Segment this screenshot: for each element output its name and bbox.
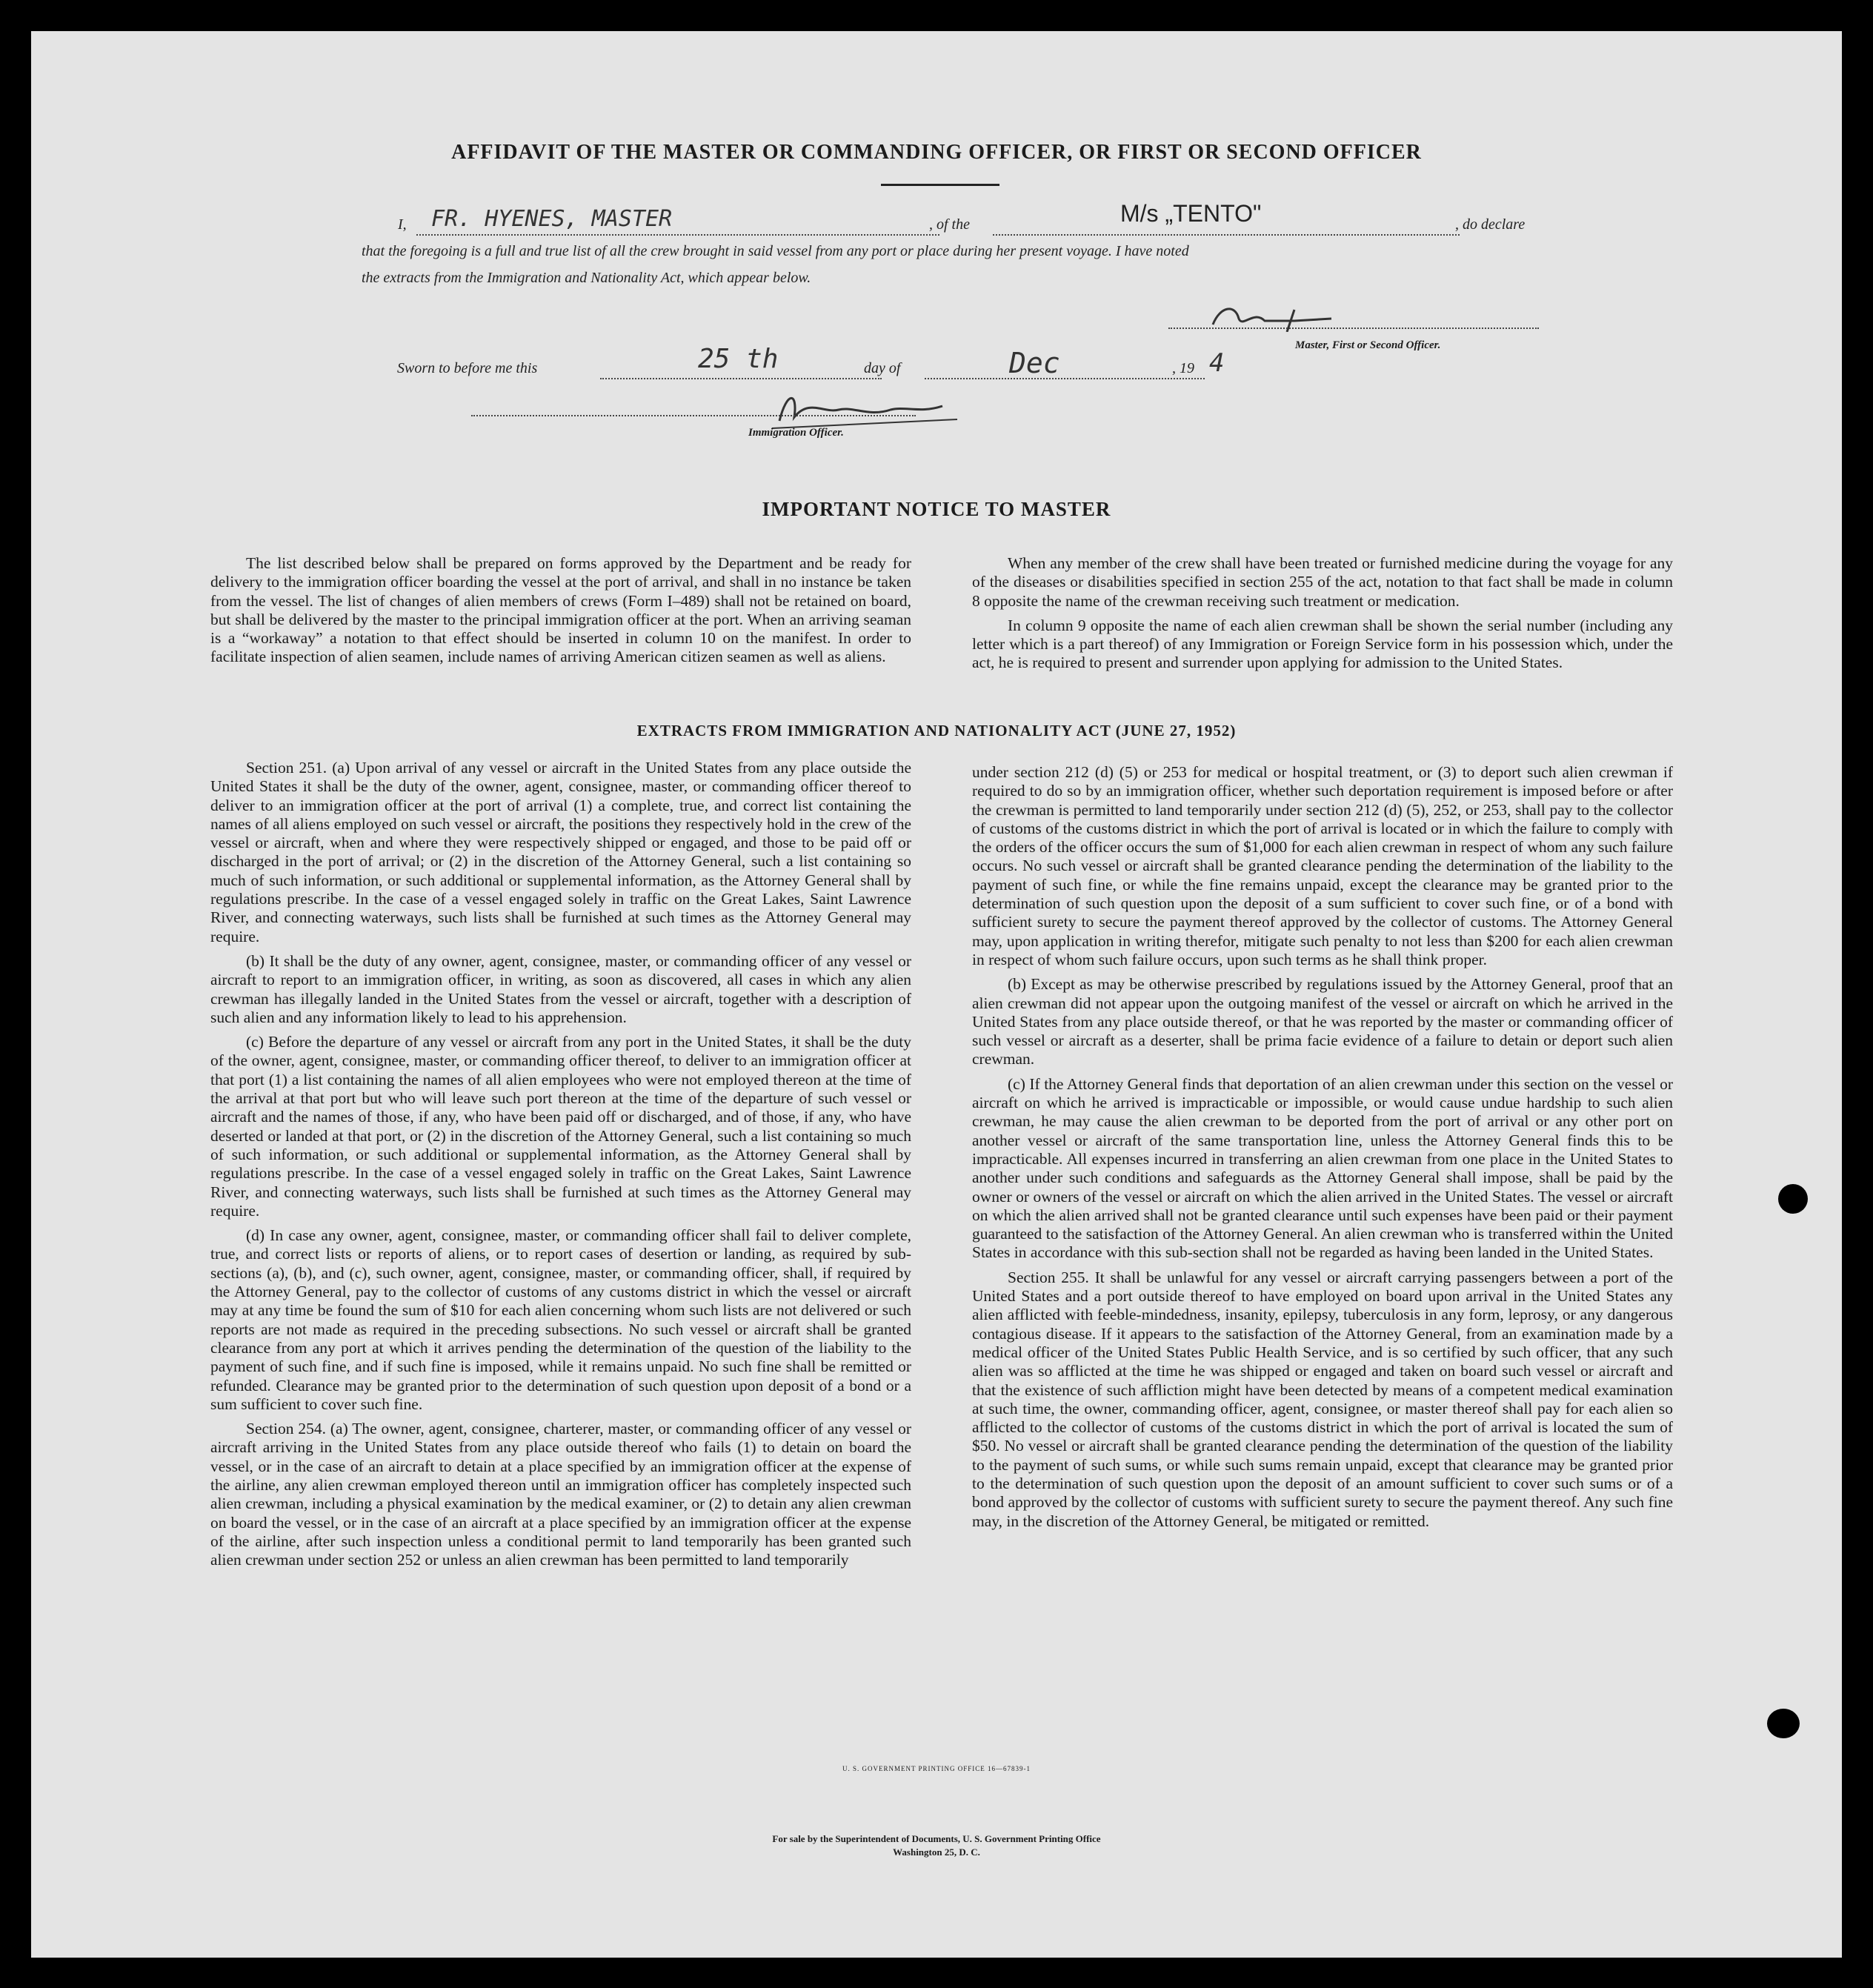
year-prefix: , 19 <box>1172 360 1194 376</box>
notice-right-column <box>972 554 1673 679</box>
notice-paragraph: The list described below shall be prepared on forms approved by the Department and be ready for delivery to the immigration officer boarding the vessel at the port of arrival, and shall in no instance be taken from the vessel. The list of changes of alien members of crews (Form I–489) shall not be retained on board, but shall be delivered by the master to the principal immigration officer at the port. When an arriving seaman is a “workaway” a notation to that effect should be inserted in column 10 on the manifest. In order to facilitate inspection of alien seamen, include names of arriving American citizen seamen as well as aliens. <box>210 554 911 666</box>
extract-paragraph: (b) It shall be the duty of any owner, agent, consignee, master, or commanding officer of any vessel or aircraft to report to an immigration officer, in writing, as soon as discovered, all cases in which any alien crewman has illegally landed in the United States from the vessel or aircraft, together with a description of such alien and any information likely to lead to his apprehension. <box>210 951 911 1026</box>
vessel-name-stamp: M/s „TENTO" <box>1120 200 1262 227</box>
i-label: I, <box>398 216 407 233</box>
declaration-line-3: the extracts from the Immigration and Nationality Act, which appear below. <box>362 270 811 286</box>
immigration-officer-caption: Immigration Officer. <box>748 427 844 439</box>
day-of-label: day of <box>864 360 901 376</box>
extract-paragraph: (b) Except as may be otherwise prescribed by regulations issued by the Attorney General, proof that an alien crewman did not appear upon the outgoing manifest of the vessel or aircraft on which he arrived in the United States from any place outside thereof, or that he was reported by the master or commanding officer of such vessel or aircraft as a deserter, shall be prima facie evidence of a failure to detain or deport such alien crewman. <box>972 975 1673 1068</box>
year-handwritten: 4 <box>1209 348 1225 378</box>
extract-paragraph: Section 251. (a) Upon arrival of any vessel or aircraft in the United States from any place outside the United States it shall be the duty of the owner, agent, consignee, master, or commanding officer thereof to deliver to an immigration officer at the port of arrival (1) a complete, true, and correct list containing the names of all aliens employed on such vessel or aircraft, the positions they respectively hold in the crew of the vessel or aircraft, when and where they were respectively shipped or engaged, and those to be paid off or discharged in the port of arrival; or (2) in the discretion of the Attorney General, such a list containing so much of such information, or such additional or supplemental information, as the Attorney General shall by regulations prescribe. In the case of a vessel engaged solely in traffic on the Great Lakes, Saint Lawrence River, and connecting waterways, such lists shall be furnished at such times as the Attorney General may require. <box>210 759 911 945</box>
printing-office-line: U. S. GOVERNMENT PRINTING OFFICE 16—67839-1 <box>842 1765 1031 1772</box>
extract-paragraph: (c) If the Attorney General finds that deportation of an alien crewman under this section on the vessel or aircraft on which he arrived is impracticable or impossible, or would cause undue hardship to such alien crewman, he may cause the alien crewman to be deported from the port of arrival or any other port on another vessel or aircraft of the same transportation line, unless the Attorney General finds this to be impracticable. All expenses incurred in transferring an alien crewman from one place in the United States to another under such conditions and safeguards as the Attorney General shall impose, shall be paid by the owner or owners of the vessel or aircraft on which the alien arrived in the United States. The vessel or aircraft on which the alien arrived shall not be granted clearance until such expenses have been paid or their payment guaranteed to the satisfaction of the Attorney General. An alien crewman who is transferred within the United States in accordance with this sub-section shall not be regarded as having been landed in the United States. <box>972 1074 1673 1262</box>
punch-hole <box>1778 1184 1808 1214</box>
extracts-right-column <box>972 763 1673 1537</box>
title-rule <box>881 184 999 186</box>
document-page <box>31 31 1842 1958</box>
extract-paragraph: Section 255. It shall be unlawful for any vessel or aircraft carrying passengers between a port of the United States and a port outside thereof to have employed on board upon arrival in the United States any alien afflicted with feeble-mindedness, insanity, epilepsy, tuberculosis in any form, leprosy, or any dangerous contagious disease. If it appears to the satisfaction of the Attorney General, from an examination made by a medical officer of the United States Public Health Service, and is so certified by such officer, that any such alien was so afflicted at the time he was shipped or engaged and taken on board such vessel or aircraft and that the existence of such affliction might have been detected by means of a competent medical examination at such time, the owner, commanding officer, agent, consignee, or master thereof shall pay for each alien so afflicted to the collector of customs of the customs district in which the port of arrival is located the sum of $50. No vessel or aircraft shall be granted clearance pending the determination of the question of the liability to the payment of such sums, or while such sums remain unpaid, except that clearance may be granted prior to the determination of such question upon the deposit of an amount sufficient to cover such sums or of a bond approved by the collector of customs with sufficient surety to secure the payment thereof. Any such fine may, in the discretion of the Attorney General, be mitigated or remitted. <box>972 1268 1673 1530</box>
sale-line-1: For sale by the Superintendent of Documents, U. S. Government Printing Office <box>772 1833 1101 1844</box>
master-signature-line <box>1168 326 1539 329</box>
do-declare-label: , do declare <box>1455 216 1526 233</box>
affidavit-title: AFFIDAVIT OF THE MASTER OR COMMANDING OFFICER, OR FIRST OR SECOND OFFICER <box>451 141 1422 164</box>
sworn-label: Sworn to before me this <box>397 360 538 376</box>
extract-paragraph: Section 254. (a) The owner, agent, consignee, charterer, master, or commanding officer of any vessel or aircraft arriving in the United States from any place outside thereof who fails (1) to detain on board the vessel, or in the case of an aircraft to detain at a place specified by an immigration officer at the expense of the airline, any alien crewman employed thereon until an immigration officer has completely inspected such alien crewman, including a physical examination by the medical examiner, or (2) to detain any alien crewman on board the vessel, or in the case of an aircraft at a place specified by an immigration officer at the expense of the airline, after such inspection unless a conditional permit to land temporarily has been granted such alien crewman under section 252 or unless an alien crewman has been permitted to land temporarily <box>210 1420 911 1569</box>
sworn-month-handwritten: Dec <box>1009 347 1060 379</box>
immigration-officer-line <box>471 413 916 416</box>
sworn-day-handwritten: 25 th <box>698 344 779 374</box>
notice-left-column <box>210 554 911 673</box>
declaration-line-2: that the foregoing is a full and true list of all the crew brought in said vessel from any port or place during her present voyage. I have noted <box>362 243 1189 259</box>
notice-title: IMPORTANT NOTICE TO MASTER <box>762 498 1111 520</box>
notice-paragraph: When any member of the crew shall have been treated or furnished medicine during the voyage for any of the diseases or disabilities specified in section 255 of the act, notation to that fact shall be made in column 8 opposite the name of the crewman receiving such treatment or medication. <box>972 554 1673 610</box>
notice-paragraph: In column 9 opposite the name of each alien crewman shall be shown the serial number (including any letter which is a part thereof) of any Immigration or Foreign Service form in his possession which, under the act, he is required to present and surrender upon applying for admission to the United States. <box>972 616 1673 672</box>
extract-paragraph: (c) Before the departure of any vessel or aircraft from any port in the United States, it shall be the duty of the owner, agent, consignee, master, or commanding officer thereof, to deliver to an immigration officer at that port (1) a list containing the names of all alien employees who were not employed thereon at the time of the arrival at that port but who will leave such port thereon at the time of the departure of such vessel or aircraft and the names of those, if any, who have been paid off or discharged, and of those, if any, who have deserted or landed at that port, or (2) in the discretion of the Attorney General, such a list containing so much of such information, or such additional or supplemental information, as the Attorney General shall by regulations prescribe. In the case of a vessel engaged solely in traffic on the Great Lakes, Saint Lawrence River, and connecting waterways, such lists shall be furnished at such times as the Attorney General may require. <box>210 1033 911 1220</box>
sale-line-2: Washington 25, D. C. <box>893 1846 980 1858</box>
extracts-left-column <box>210 759 911 1575</box>
sworn-month-line <box>925 369 1205 379</box>
extracts-title: EXTRACTS FROM IMMIGRATION AND NATIONALITY ACT (JUNE 27, 1952) <box>636 722 1237 739</box>
master-name-handwritten: FR. HYENES, MASTER <box>431 206 673 232</box>
of-the-label: , of the <box>929 216 970 233</box>
punch-hole <box>1767 1709 1800 1738</box>
extract-paragraph: (d) In case any owner, agent, consignee, master, or commanding officer shall fail to deliver complete, true, and correct lists or reports of aliens, or to report cases of desertion or landing, as required by sub-sections (a), (b), and (c), such owner, agent, consignee, master, or commanding officer, shall, if required by the Attorney General, pay to the collector of customs of any customs district in which the vessel or aircraft may at any time be found the sum of $10 for each alien concerning whom such lists are not delivered or such reports are not made as required in the preceding subsections. No such vessel or aircraft shall be granted clearance from any port at which it arrives pending the determination of the question of the liability to the payment of such fine, and if such fine is imposed, while it remains unpaid. No such fine shall be remitted or refunded. Clearance may be granted prior to the determination of such question upon deposit of a bond or a sum sufficient to cover such fine. <box>210 1226 911 1413</box>
extract-paragraph: under section 212 (d) (5) or 253 for medical or hospital treatment, or (3) to deport such alien crewman if required to do so by an immigration officer, whether such deportation requirement is imposed before or after the crewman is permitted to land temporarily under section 212 (d) (5), 252, or 253, shall pay to the collector of customs of the customs district in which the port of arrival is located or in which the failure to comply with the orders of the officer occurs the sum of $1,000 for each alien crewman in respect of whom any such failure occurs. No such vessel or aircraft shall be granted clearance pending the determination of the liability to the payment of such fine, or while the fine remains unpaid, except the clearance may be granted prior to the determination of such question upon the deposit of a sum sufficient to cover such fine, or of a bond with sufficient surety to secure the payment thereof approved by the collector of customs. The Attorney General may, upon application in writing therefor, mitigate such penalty to not less than $200 for each alien crewman in respect of whom such failure occurs, upon such terms as he shall think proper. <box>972 763 1673 968</box>
master-signature-caption: Master, First or Second Officer. <box>1295 339 1441 351</box>
